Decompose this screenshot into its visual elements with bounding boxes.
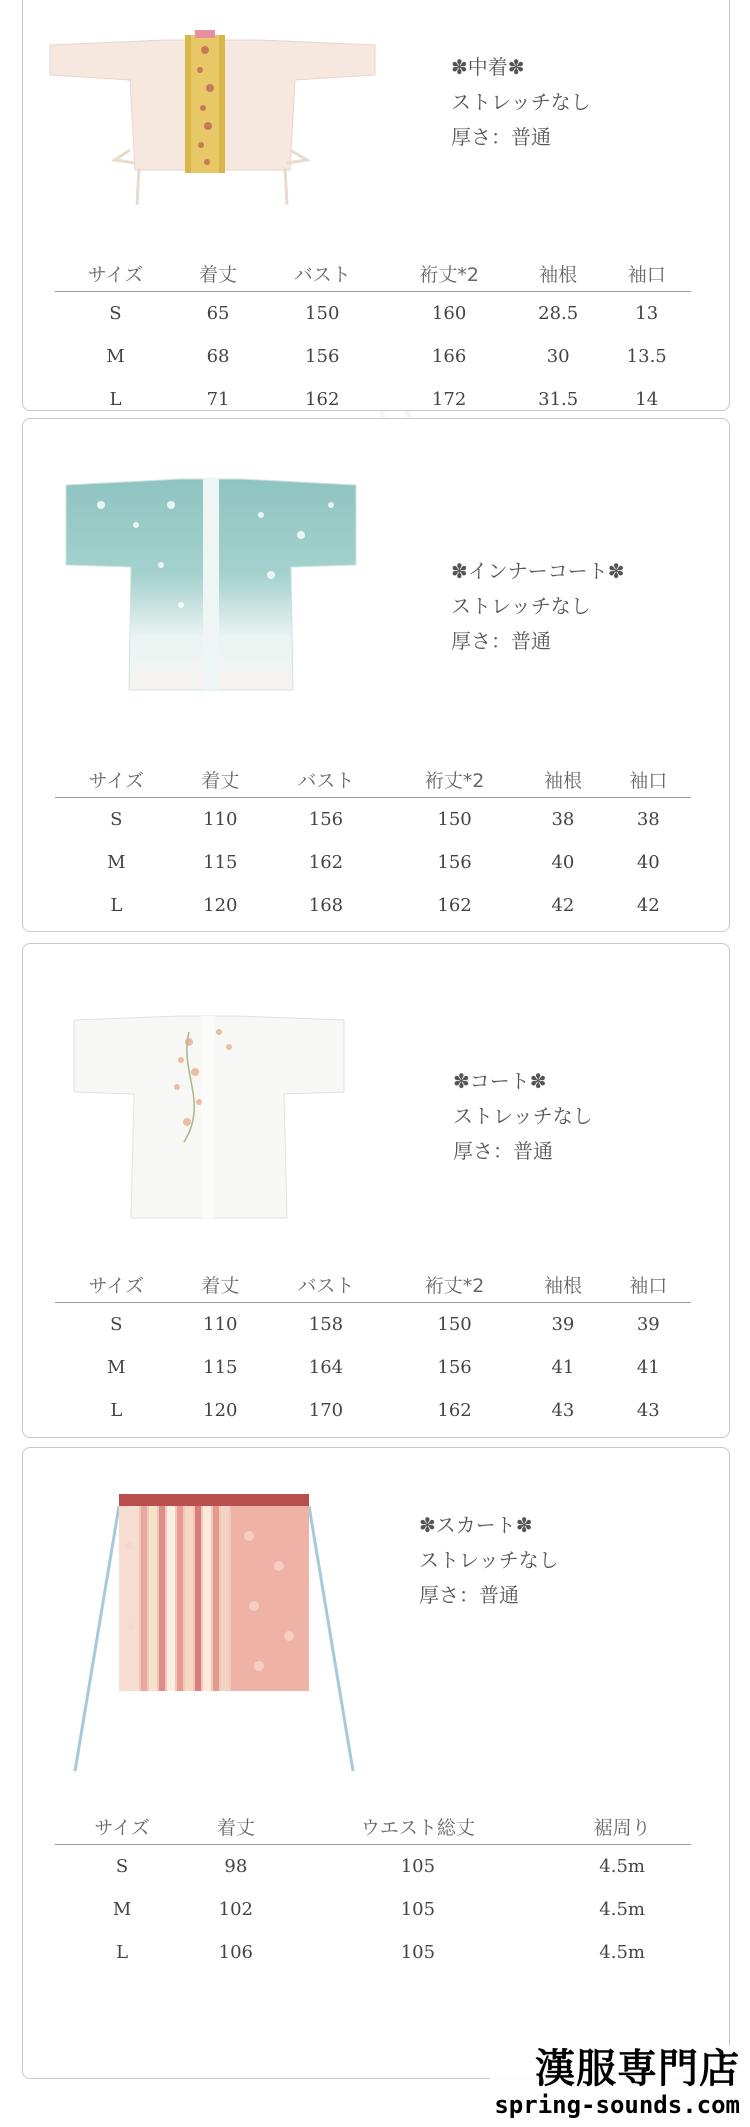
- table-header-row: [55, 1808, 691, 1845]
- thickness-text: 厚さ：普通: [451, 125, 551, 149]
- table-cell: 106: [218, 1942, 253, 1963]
- table-row: [55, 1346, 691, 1389]
- product-info: [451, 50, 591, 155]
- stretch-text: ストレッチなし: [419, 1548, 559, 1572]
- table-cell: 71: [206, 389, 230, 410]
- brand-title: 漢服専門店: [535, 2046, 740, 2092]
- header-sleeve-length: 裄丈*2: [384, 255, 514, 292]
- undergarment-image: [45, 30, 380, 210]
- table-cell: 164: [308, 1357, 344, 1378]
- product-card-inner-coat: [22, 418, 730, 932]
- header-cuff: 袖口: [602, 255, 691, 292]
- product-name: ✽中着✽: [451, 55, 525, 79]
- header-length: 着丈: [189, 1808, 282, 1845]
- table-cell: 43: [551, 1400, 575, 1421]
- header-armhole: 袖根: [514, 255, 603, 292]
- table-cell: 105: [400, 1899, 436, 1920]
- table-header-row: [55, 255, 691, 292]
- header-size: サイズ: [55, 1266, 178, 1303]
- header-length: 着丈: [176, 255, 260, 292]
- header-length: 着丈: [178, 1266, 263, 1303]
- table-cell: 162: [437, 895, 472, 916]
- table-cell: 110: [203, 809, 238, 830]
- table-cell: 120: [203, 1400, 238, 1421]
- header-armhole: 袖根: [520, 761, 605, 798]
- table-cell: 4.5m: [599, 1942, 645, 1963]
- table-cell: 65: [206, 303, 230, 324]
- table-cell: 4.5m: [599, 1856, 645, 1877]
- store-brand: [490, 2045, 744, 2121]
- header-bust: バスト: [263, 1266, 389, 1303]
- thickness-text: 厚さ：普通: [451, 629, 551, 653]
- header-bust: バスト: [263, 761, 389, 798]
- table-cell: 105: [400, 1942, 436, 1963]
- table-cell: 168: [308, 895, 344, 916]
- table-row: [55, 378, 691, 421]
- product-name: ✽スカート✽: [419, 1513, 533, 1537]
- product-name: ✽インナーコート✽: [451, 559, 625, 583]
- size-table: [55, 1266, 691, 1432]
- table-cell: 110: [203, 1314, 238, 1335]
- table-row: [55, 335, 691, 378]
- table-cell: L: [116, 1942, 129, 1963]
- table-row: [55, 841, 691, 884]
- thickness-text: 厚さ：普通: [419, 1583, 519, 1607]
- table-row: [55, 1389, 691, 1432]
- stretch-text: ストレッチなし: [453, 1104, 593, 1128]
- table-cell: 38: [636, 809, 660, 830]
- thickness-text: 厚さ：普通: [453, 1139, 553, 1163]
- product-info: [451, 554, 625, 659]
- table-cell: 40: [636, 852, 660, 873]
- table-cell: 98: [224, 1856, 248, 1877]
- table-header-row: [55, 1266, 691, 1303]
- table-cell: S: [110, 809, 123, 830]
- size-table: [55, 1808, 691, 1974]
- product-card-undergarment: [22, 0, 730, 411]
- product-info: [453, 1064, 593, 1169]
- table-cell: 14: [635, 389, 659, 410]
- table-cell: 162: [305, 389, 340, 410]
- table-cell: S: [109, 303, 122, 324]
- table-cell: 156: [437, 1357, 472, 1378]
- table-header-row: [55, 761, 691, 798]
- header-hem-circumference: 裾周り: [553, 1808, 691, 1845]
- table-row: [55, 1888, 691, 1931]
- brand-url: spring-sounds.com: [494, 2091, 740, 2119]
- table-cell: 39: [551, 1314, 575, 1335]
- product-name: ✽コート✽: [453, 1069, 547, 1093]
- skirt-image: [49, 1486, 389, 1776]
- header-size: サイズ: [55, 1808, 189, 1845]
- header-cuff: 袖口: [606, 761, 691, 798]
- size-table: [55, 761, 691, 927]
- table-cell: S: [110, 1314, 123, 1335]
- table-cell: 115: [203, 852, 238, 873]
- table-cell: M: [107, 852, 126, 873]
- table-row: [55, 798, 691, 842]
- table-cell: 150: [305, 303, 340, 324]
- table-cell: S: [115, 1856, 129, 1877]
- table-cell: 30: [546, 346, 570, 367]
- table-cell: 40: [551, 852, 575, 873]
- header-sleeve-length: 裄丈*2: [389, 1266, 520, 1303]
- table-cell: 4.5m: [599, 1899, 645, 1920]
- stretch-text: ストレッチなし: [451, 90, 591, 114]
- coat-image: [69, 1012, 349, 1222]
- header-sleeve-length: 裄丈*2: [389, 761, 520, 798]
- header-size: サイズ: [55, 255, 176, 292]
- table-cell: 156: [305, 346, 340, 367]
- table-cell: 102: [218, 1899, 253, 1920]
- table-cell: 166: [431, 346, 467, 367]
- table-cell: 162: [437, 1400, 472, 1421]
- stretch-text: ストレッチなし: [451, 594, 591, 618]
- table-cell: 115: [203, 1357, 238, 1378]
- table-cell: 162: [308, 852, 344, 873]
- table-cell: 68: [206, 346, 230, 367]
- table-cell: 156: [308, 809, 344, 830]
- table-cell: 41: [636, 1357, 660, 1378]
- header-waist-total: ウエスト総丈: [283, 1808, 554, 1845]
- product-card-coat: [22, 943, 730, 1438]
- table-cell: 172: [431, 389, 467, 410]
- header-size: サイズ: [55, 761, 178, 798]
- table-row: [55, 1845, 691, 1889]
- table-cell: L: [110, 1400, 123, 1421]
- table-cell: 13: [635, 303, 659, 324]
- table-cell: 170: [308, 1400, 344, 1421]
- table-cell: L: [109, 389, 122, 410]
- product-info: [419, 1508, 559, 1613]
- table-row: [55, 1303, 691, 1347]
- header-armhole: 袖根: [520, 1266, 605, 1303]
- size-table: [55, 255, 691, 421]
- table-cell: M: [106, 346, 125, 367]
- table-row: [55, 884, 691, 927]
- table-cell: 158: [308, 1314, 344, 1335]
- table-cell: 31.5: [538, 389, 579, 410]
- table-cell: 13.5: [626, 346, 667, 367]
- table-cell: 42: [636, 895, 660, 916]
- table-cell: 43: [636, 1400, 660, 1421]
- table-cell: M: [107, 1357, 126, 1378]
- table-cell: 156: [437, 852, 472, 873]
- header-cuff: 袖口: [606, 1266, 691, 1303]
- product-card-skirt: [22, 1447, 730, 2079]
- header-length: 着丈: [178, 761, 263, 798]
- table-cell: 150: [437, 1314, 472, 1335]
- table-cell: 28.5: [538, 303, 579, 324]
- table-cell: 150: [437, 809, 472, 830]
- table-cell: 38: [551, 809, 575, 830]
- table-cell: 160: [431, 303, 467, 324]
- table-cell: M: [112, 1899, 132, 1920]
- table-cell: 42: [551, 895, 575, 916]
- inner-coat-image: [61, 475, 361, 695]
- table-cell: 105: [400, 1856, 436, 1877]
- table-cell: L: [110, 895, 123, 916]
- table-row: [55, 292, 691, 336]
- table-cell: 41: [551, 1357, 575, 1378]
- table-row: [55, 1931, 691, 1974]
- table-cell: 39: [636, 1314, 660, 1335]
- table-cell: 120: [203, 895, 238, 916]
- header-bust: バスト: [260, 255, 384, 292]
